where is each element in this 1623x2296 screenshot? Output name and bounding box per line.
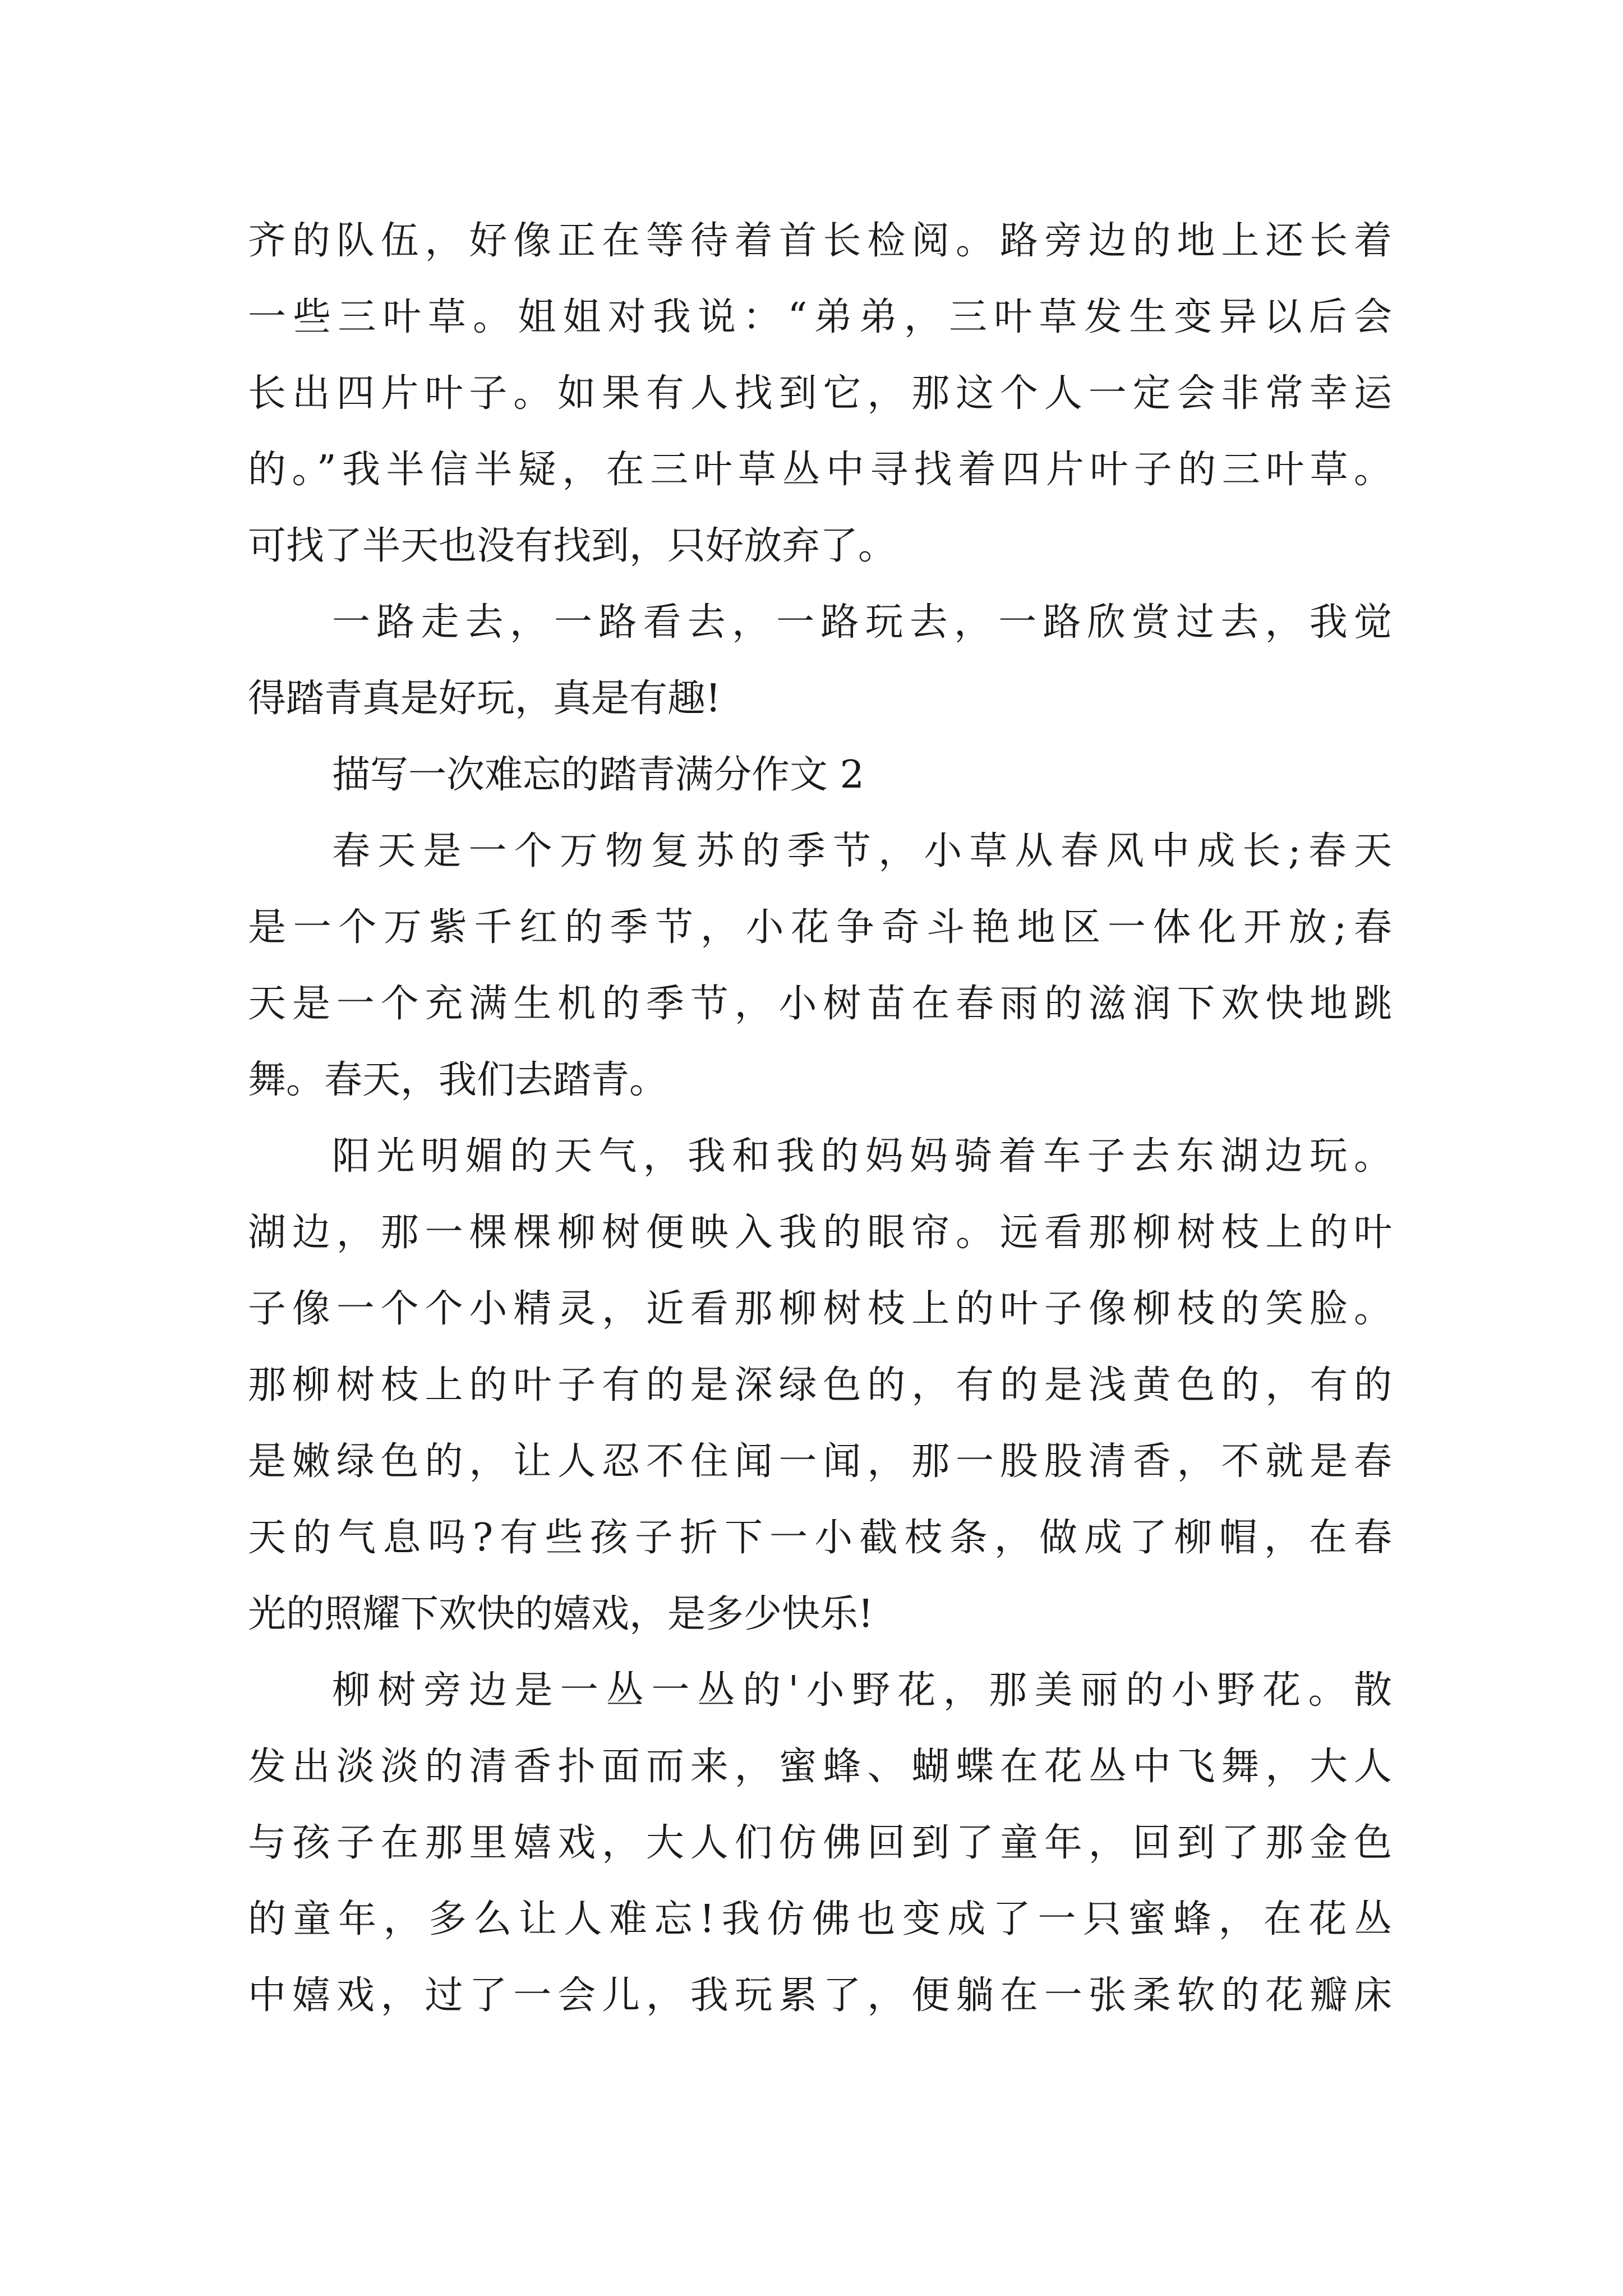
text-line: 是嫩绿色的，让人忍不住闻一闻，那一股股清香，不就是春 xyxy=(248,1439,1392,1484)
paragraph-first-line: 柳树旁边是一丛一丛的'小野花，那美丽的小野花。散 xyxy=(332,1668,1392,1713)
text-line: 得踏青真是好玩，真是有趣! xyxy=(248,677,721,721)
text-line: 是一个万紫千红的季节，小花争奇斗艳地区一体化开放;春 xyxy=(248,905,1392,950)
section-heading: 描写一次难忘的踏青满分作文 2 xyxy=(332,753,864,797)
text-line: 发出淡淡的清香扑面而来，蜜蜂、蝴蝶在花丛中飞舞，大人 xyxy=(248,1745,1392,1789)
text-line: 一些三叶草。姐姐对我说：“弟弟，三叶草发生变异以后会 xyxy=(248,295,1392,339)
text-line: 子像一个个小精灵，近看那柳树枝上的叶子像柳枝的笑脸。 xyxy=(248,1287,1392,1331)
essay-body xyxy=(248,203,1392,2034)
text-line: 长出四片叶子。如果有人找到它，那这个人一定会非常幸运 xyxy=(248,371,1392,416)
text-line: 湖边，那一棵棵柳树便映入我的眼帘。远看那柳树枝上的叶 xyxy=(248,1211,1392,1255)
text-line: 齐的队伍，好像正在等待着首长检阅。路旁边的地上还长着 xyxy=(248,219,1392,263)
text-line: 舞。春天，我们去踏青。 xyxy=(248,1058,668,1102)
text-line: 天是一个充满生机的季节，小树苗在春雨的滋润下欢快地跳 xyxy=(248,982,1392,1026)
text-line: 可找了半天也没有找到，只好放弃了。 xyxy=(248,524,897,568)
paragraph-first-line: 春天是一个万物复苏的季节，小草从春风中成长;春天 xyxy=(332,829,1392,873)
text-line: 天的气息吗?有些孩子折下一小截枝条，做成了柳帽，在春 xyxy=(248,1516,1392,1560)
text-line: 的。”我半信半疑，在三叶草丛中寻找着四片叶子的三叶草。 xyxy=(248,448,1392,492)
text-line: 与孩子在那里嬉戏，大人们仿佛回到了童年，回到了那金色 xyxy=(248,1821,1392,1865)
paragraph-first-line: 阳光明媚的天气，我和我的妈妈骑着车子去东湖边玩。 xyxy=(332,1134,1392,1179)
text-line: 那柳树枝上的叶子有的是深绿色的，有的是浅黄色的，有的 xyxy=(248,1363,1392,1407)
text-line: 中嬉戏，过了一会儿，我玩累了，便躺在一张柔软的花瓣床 xyxy=(248,1973,1392,2018)
paragraph-first-line: 一路走去，一路看去，一路玩去，一路欣赏过去，我觉 xyxy=(332,600,1392,645)
text-line: 的童年，多么让人难忘!我仿佛也变成了一只蜜蜂，在花丛 xyxy=(248,1897,1392,1941)
text-line: 光的照耀下欢快的嬉戏，是多少快乐! xyxy=(248,1592,874,1636)
